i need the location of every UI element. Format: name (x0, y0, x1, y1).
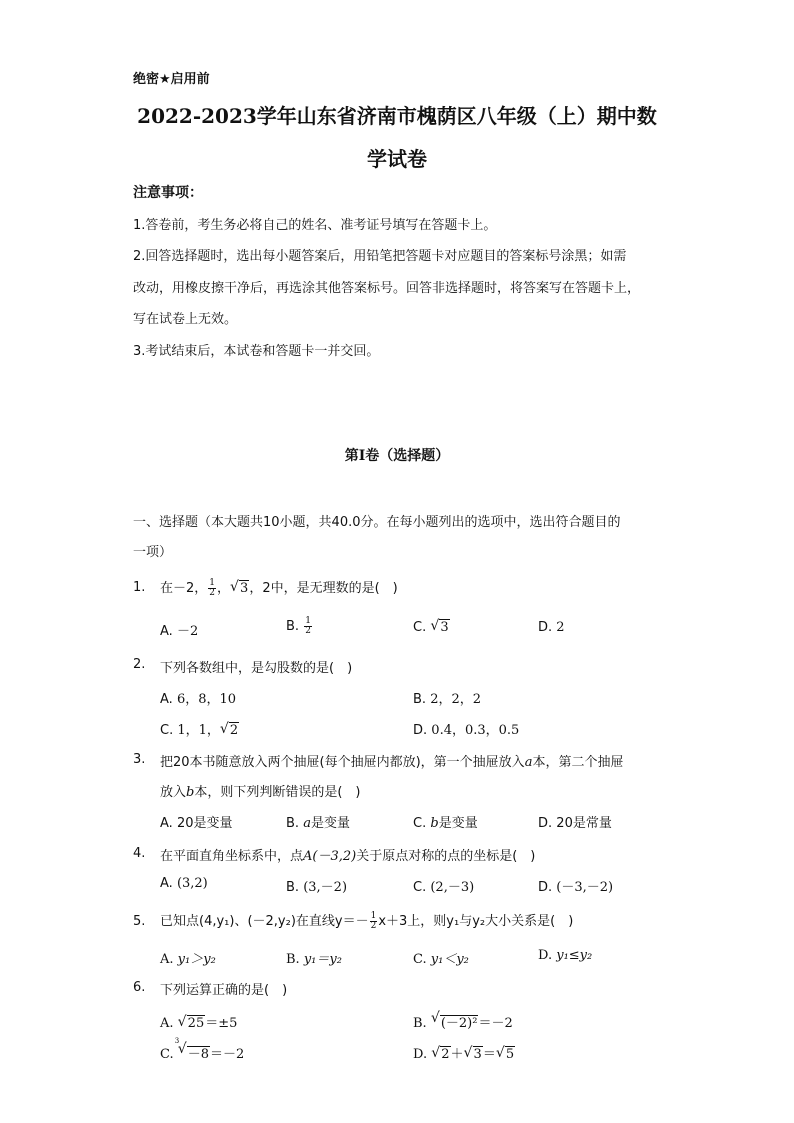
q1-option-a: A. －2 (160, 624, 199, 639)
part-heading-line2: 一项） (133, 545, 173, 560)
question-1-stem (160, 577, 398, 598)
question-3-stem-line2: 放入b本，则下列判断错误的是( ) (160, 785, 361, 800)
part-heading-line1: 一、选择题（本大题共10小题，共40.0分。在每小题列出的选项中，选出符合题目的 (133, 515, 621, 530)
q6-option-b: B. √ (－2)²＝－2 (413, 1010, 513, 1031)
notice-item-3: 3.考试结束后，本试卷和答题卡一并交回。 (133, 344, 380, 359)
notice-item-1: 1.答卷前，考生务必将自己的姓名、准考证号填写在答题卡上。 (133, 218, 497, 233)
stem-text: ， (217, 581, 231, 596)
q2-option-b: B. 2，2，2 (413, 692, 482, 707)
section-title: 第Ⅰ卷（选择题） (344, 448, 450, 464)
q5-option-a: A. y₁＞y₂ (160, 952, 216, 967)
exam-title-line1: 2022-2023学年山东省济南市槐荫区八年级（上）期中数 (137, 104, 657, 128)
q3-option-d: D. 20是常量 (538, 816, 612, 831)
square-root: √ 3 (230, 579, 249, 596)
question-4-stem: 在平面直角坐标系中，点A(－3,2)关于原点对称的点的坐标是( ) (160, 849, 536, 864)
notice-item-2-line3: 写在试卷上无效。 (133, 312, 238, 327)
radicand: 3 (240, 581, 249, 596)
q4-option-d: D. (－3,－2) (538, 880, 614, 895)
q5-option-b: B. y₁＝y₂ (286, 952, 342, 967)
question-6-stem: 下列运算正确的是( ) (160, 983, 288, 998)
q2-option-d: D. 0.4，0.3，0.5 (413, 723, 520, 738)
q1-option-c: C. √ 3 (413, 618, 449, 635)
secret-label: 绝密★启用前 (133, 72, 210, 87)
fraction (208, 579, 216, 598)
question-1-number: 1. (133, 580, 146, 595)
q4-option-c: C. (2,－3) (413, 880, 475, 895)
question-5-number: 5. (133, 914, 146, 929)
stem-text: 在－2， (160, 581, 208, 596)
stem-text: ，2中，是无理数的是( ) (249, 581, 398, 596)
q4-option-a: A. (3,2) (160, 876, 208, 891)
notice-item-2-line1: 2.回答选择题时，选出每小题答案后，用铅笔把答题卡对应题目的答案标号涂黑；如需 (133, 249, 627, 264)
question-3-number: 3. (133, 752, 146, 767)
q6-option-c: C. 3 √ －8＝－2 (160, 1037, 245, 1062)
q4-option-b: B. (3,－2) (286, 880, 348, 895)
notice-item-2-line2: 改动，用橡皮擦干净后，再选涂其他答案标号。回答非选择题时，将答案写在答题卡上， (133, 281, 641, 296)
q3-option-c: C. b是变量 (413, 816, 478, 831)
q6-option-d: D. √ 2＋ √ 3＝ √ 5 (413, 1045, 515, 1062)
denominator: 2 (209, 588, 216, 598)
q5-option-d: D. y₁≤y₂ (538, 948, 593, 963)
notice-heading: 注意事项： (133, 185, 203, 201)
numerator: 1 (209, 578, 216, 588)
question-6-number: 6. (133, 980, 146, 995)
exam-title-line2: 学试卷 (367, 147, 427, 171)
question-2-number: 2. (133, 657, 146, 672)
question-2-stem: 下列各数组中，是勾股数的是( ) (160, 661, 353, 676)
q1-option-d: D. 2 (538, 620, 565, 635)
question-3-stem-line1: 把20本书随意放入两个抽屉(每个抽屉内都放)，第一个抽屉放入a本，第二个抽屉 (160, 755, 624, 770)
q2-option-a: A. 6，8，10 (160, 692, 237, 707)
q3-option-b: B. a是变量 (286, 816, 350, 831)
q1-option-b: B. $\frac{1}{2}$ (286, 616, 311, 636)
question-4-number: 4. (133, 846, 146, 861)
q6-option-a: A. √ 25＝±5 (160, 1014, 238, 1031)
q2-option-c: C. 1，1， √ 2 (160, 721, 239, 738)
q5-option-c: C. y₁＜y₂ (413, 952, 469, 967)
q3-option-a: A. 20是变量 (160, 816, 233, 831)
question-5-stem: 已知点(4,y₁)、(－2,y₂)在直线y＝－ $\frac{1}{2}$ x＋3上，则y₁与y₂大小关系是( ) (160, 911, 574, 931)
